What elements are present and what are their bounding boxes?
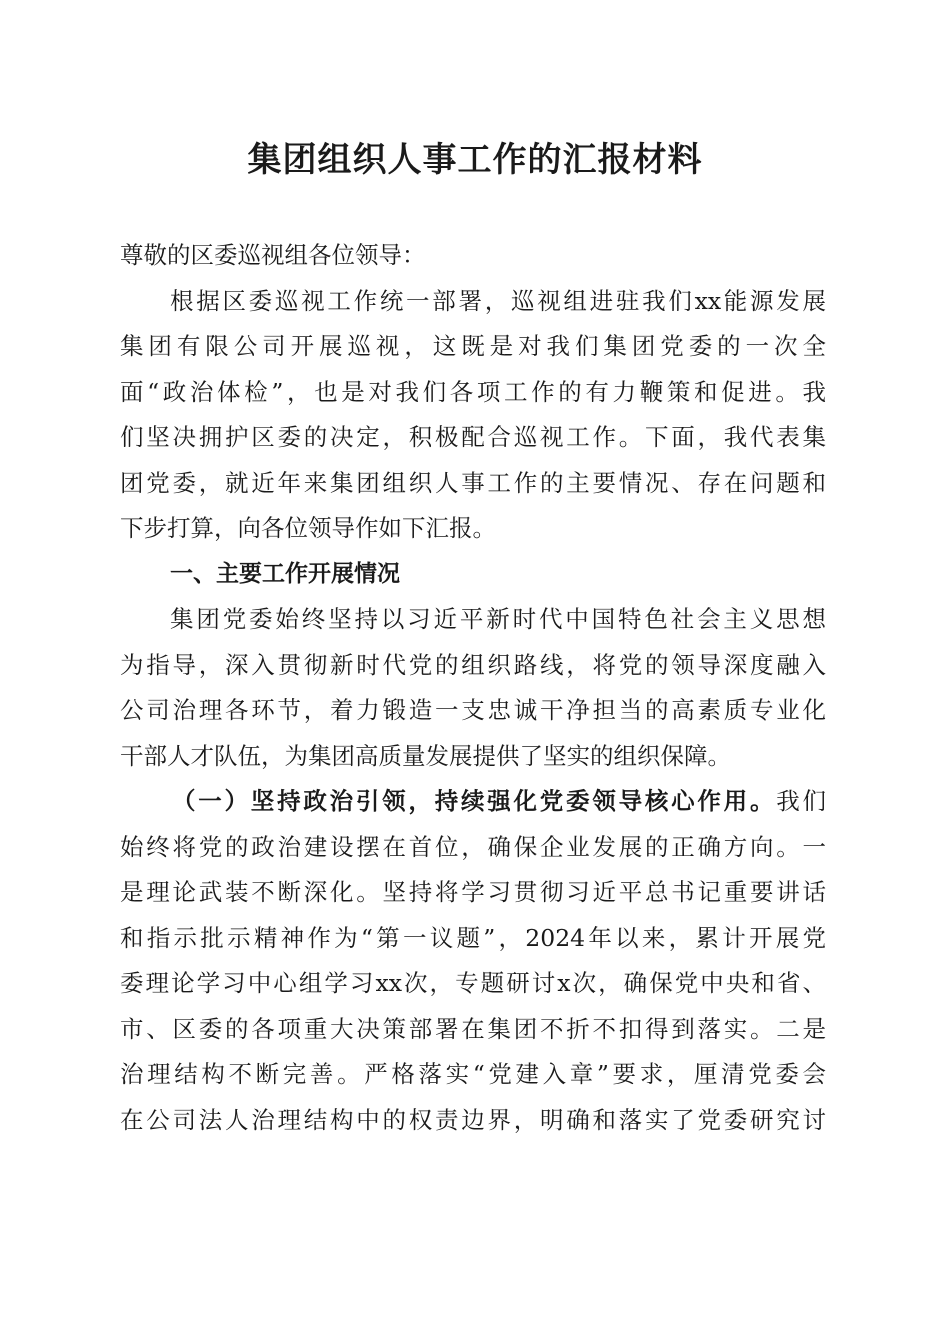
subsection-heading: （一）坚持政治引领，持续强化党委领导核心作用。: [172, 787, 777, 815]
subsection-line: 市、区委的各项重大决策部署在集团不折不扣得到落实。二是: [120, 1014, 826, 1043]
subsection-first-line: [120, 779, 826, 825]
subsection-heading-tail: 我们: [776, 787, 827, 815]
intro-line: 根据区委巡视工作统一部署，巡视组进驻我们xx能源发展: [170, 286, 826, 315]
subsection-line: 治理结构不断完善。严格落实“党建入章”要求，厘清党委会: [120, 1060, 826, 1088]
intro-line: 集团有限公司开展巡视，这既是对我们集团党委的一次全: [120, 332, 826, 360]
intro-line: 下步打算，向各位领导作如下汇报。: [120, 514, 496, 542]
intro-line: 团党委，就近年来集团组织人事工作的主要情况、存在问题和: [120, 468, 826, 497]
subsection-line: 和指示批示精神作为“第一议题”，2024年以来，累计开展党: [120, 923, 826, 952]
section-heading: 一、主要工作开展情况: [170, 560, 400, 587]
section-line: 干部人才队伍，为集团高质量发展提供了坚实的组织保障。: [120, 741, 731, 770]
section-line: 集团党委始终坚持以习近平新时代中国特色社会主义思想: [170, 605, 826, 633]
intro-line: 们坚决拥护区委的决定，积极配合巡视工作。下面，我代表集: [120, 423, 826, 451]
subsection-line: 委理论学习中心组学习xx次，专题研讨x次，确保党中央和省、: [120, 969, 826, 997]
section-line: 公司治理各环节，着力锻造一支忠诚干净担当的高素质专业化: [120, 696, 826, 724]
subsection-line: 是理论武装不断深化。坚持将学习贯彻习近平总书记重要讲话: [120, 878, 826, 906]
subsection-line: 始终将党的政治建设摆在首位，确保企业发展的正确方向。一: [120, 832, 826, 861]
intro-line: 面“政治体检”，也是对我们各项工作的有力鞭策和促进。我: [120, 377, 826, 406]
document-title: 集团组织人事工作的汇报材料: [247, 140, 703, 180]
section-line: 为指导，深入贯彻新时代党的组织路线，将党的领导深度融入: [120, 650, 826, 679]
salutation: 尊敬的区委巡视组各位领导：: [120, 241, 426, 269]
subsection-line: 在公司法人治理结构中的权责边界，明确和落实了党委研究讨: [120, 1105, 826, 1134]
document-body: [120, 233, 826, 1143]
